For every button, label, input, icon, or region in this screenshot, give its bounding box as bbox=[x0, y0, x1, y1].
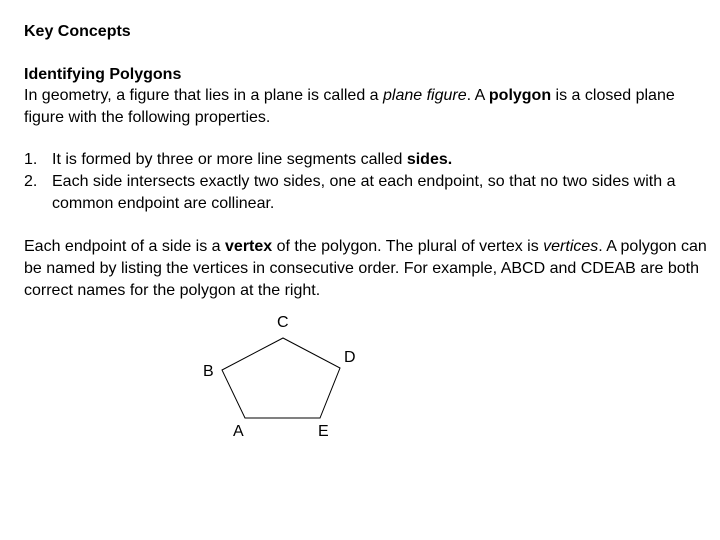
vertex-label-d: D bbox=[344, 349, 356, 366]
plane-figure-term: plane figure bbox=[383, 87, 467, 104]
list-item-number: 1. bbox=[24, 151, 38, 168]
intro-text-3: is a closed plane figure with the following properties. bbox=[24, 87, 675, 126]
list-item-text: It is formed by three or more line segments called bbox=[52, 151, 407, 168]
vertices-term: vertices bbox=[543, 238, 599, 255]
vertex-label-c: C bbox=[277, 314, 289, 331]
list-item-text: Each side intersects exactly two sides, one at each endpoint, so that no two sides with a common endpoint are collinear. bbox=[52, 173, 676, 212]
intro-text-2: . A bbox=[466, 87, 489, 104]
sides-term: sides. bbox=[406, 151, 453, 168]
page-title: Key Concepts bbox=[24, 23, 131, 40]
pentagon-shape bbox=[222, 338, 340, 418]
vertex-text-3: . A polygon can be named by listing the vertices in consecutive order. For example, ABCD and CDEAB are both correct names for the polygon at the right. bbox=[24, 238, 707, 299]
vertex-label-a: A bbox=[233, 423, 244, 440]
section-title: Identifying Polygons bbox=[24, 66, 182, 83]
vertex-label-b: B bbox=[203, 363, 214, 380]
polygon-term: polygon bbox=[488, 87, 552, 104]
vertex-text-1: Each endpoint of a side is a bbox=[24, 238, 226, 255]
vertex-text-2: of the polygon. The plural of vertex is bbox=[272, 238, 544, 255]
vertex-term: vertex bbox=[225, 238, 273, 255]
intro-text-1: In geometry, a figure that lies in a plane is called a bbox=[24, 87, 384, 104]
list-item-number: 2. bbox=[24, 173, 38, 190]
vertex-label-e: E bbox=[318, 423, 329, 440]
